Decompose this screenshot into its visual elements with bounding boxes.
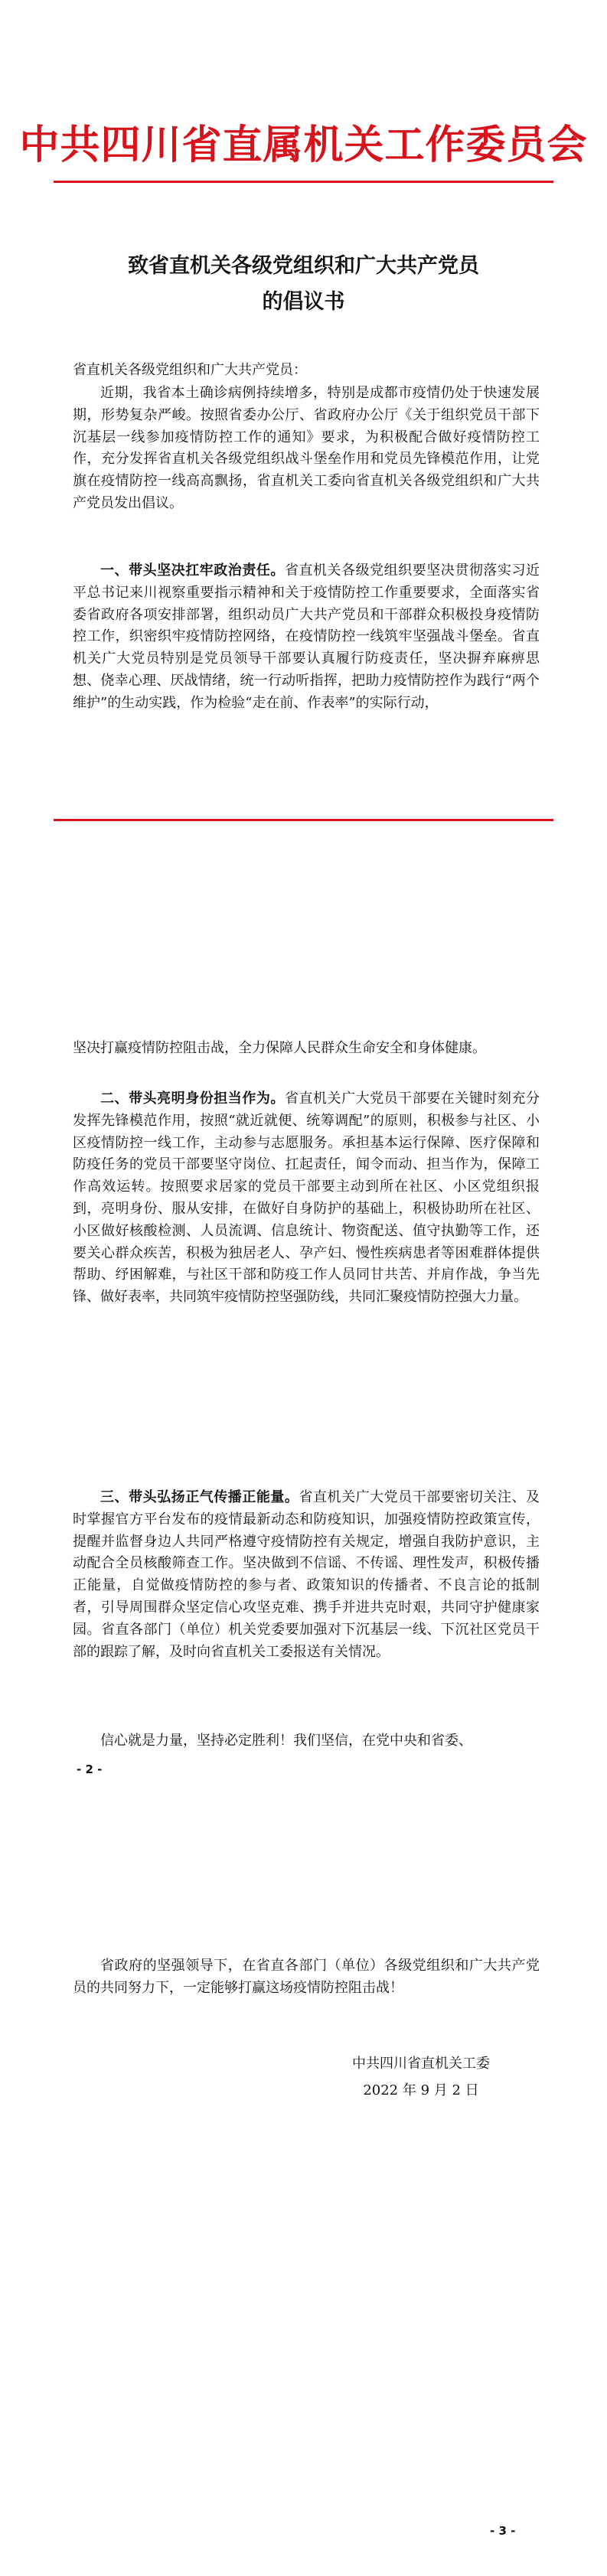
section-3-heading: 三、带头弘扬正气传播正能量。 (100, 1489, 299, 1505)
document-title-line1: 致省直机关各级党组织和广大共产党员 (128, 254, 479, 278)
section-2-heading: 二、带头亮明身份担当作为。 (100, 1091, 285, 1107)
page-number-3: - 3 - (490, 2524, 516, 2538)
document-title-line2: 的倡议书 (262, 290, 345, 314)
signature-date: 2022 年 9 月 2 日 (363, 2082, 479, 2098)
section-1-heading: 一、带头坚决扛牢政治责任。 (100, 562, 285, 579)
closing-paragraph-start: 信心就是力量，坚持必定胜利！我们坚信，在党中央和省委、 (100, 1733, 472, 1749)
signature-org: 中共四川省直机关工委 (352, 2056, 490, 2072)
section-2-paragraph (73, 1088, 540, 1309)
page-break-rule (54, 819, 553, 821)
section-1-continuation: 坚决打赢疫情防控阻击战，全力保障人民群众生命安全和身体健康。 (73, 1040, 486, 1056)
page-number-2: - 2 - (77, 1762, 103, 1776)
org-header-title: 中共四川省直属机关工作委员会 (19, 122, 588, 168)
section-3-body: 省直机关广大党员干部要密切关注、及时掌握官方平台发布的疫情最新动态和防疫知识，加强疫情防控政策宣传，提醒并监督身边人共同严格遵守疫情防控有关规定，增强自我防护意识，主动配合全员核酸筛查工作。坚决做到不信谣、不传谣、理性发声，积极传播正能量，自觉做疫情防控的参与者、政策知识的传播者、不良言论的抵制者，引导周围群众坚定信心攻坚克难、携手并进共克时艰，共同守护健康家园。省直各部门（单位）机关党委要加强对下沉基层一线、下沉社区党员干部的跟踪了解，及时向省直机关工委报送有关情况。 (73, 1489, 540, 1660)
section-2-body: 省直机关广大党员干部要在关键时刻充分发挥先锋模范作用，按照“就近就便、统筹调配”的原则，积极参与社区、小区疫情防控一线工作，主动参与志愿服务。承担基本运行保障、医疗保障和防疫任务的党员干部要坚守岗位、扛起责任，闻令而动、担当作为，保障工作高效运转。按照要求居家的党员干部要主动到所在社区、小区党组织报到，亮明身份、服从安排，在做好自身防护的基础上，积极协助所在社区、小区做好核酸检测、人员流调、信息统计、物资配送、值守执勤等工作，还要关心群众疾苦，积极为独居老人、孕产妇、慢性疾病患者等困难群体提供帮助、纾困解难，与社区干部和防疫工作人员同甘共苦、并肩作战，争当先锋、做好表率，共同筑牢疫情防控坚强防线，共同汇聚疫情防控强大力量。 (73, 1091, 540, 1306)
closing-paragraph-end: 省政府的坚强领导下，在省直各部门（单位）各级党组织和广大共产党员的共同努力下，一定能够打赢这场疫情防控阻击战！ (73, 1958, 540, 1996)
salutation: 省直机关各级党组织和广大共产党员： (73, 362, 307, 378)
header-red-rule (54, 181, 553, 183)
section-1-body: 省直机关各级党组织要坚决贯彻落实习近平总书记来川视察重要指示精神和关于疫情防控工作重要要求，全面落实省委省政府各项安排部署，组织动员广大共产党员和干部群众积极投身疫情防控工作，织密织牢疫情防控网络，在疫情防控一线筑牢坚强战斗堡垒。省直机关广大党员特别是党员领导干部要认真履行防疫责任，坚决摒弃麻痹思想、侥幸心理、厌战情绪，统一行动听指挥，把助力疫情防控作为践行“两个维护”的生动实践，作为检验“走在前、作表率”的实际行动， (73, 562, 540, 711)
section-3-paragraph (73, 1487, 540, 1663)
section-1-paragraph (73, 560, 540, 715)
intro-paragraph: 近期，我省本土确诊病例持续增多，特别是成都市疫情仍处于快速发展期，形势复杂严峻。按照省委办公厅、省政府办公厅《关于组织党员干部下沉基层一线参加疫情防控工作的通知》要求，为积极配合做好疫情防控工作，充分发挥省直机关各级党组织战斗堡垒作用和党员先锋模范作用，让党旗在疫情防控一线高高飘扬，省直机关工委向省直机关各级党组织和广大共产党员发出倡议。 (73, 385, 540, 511)
